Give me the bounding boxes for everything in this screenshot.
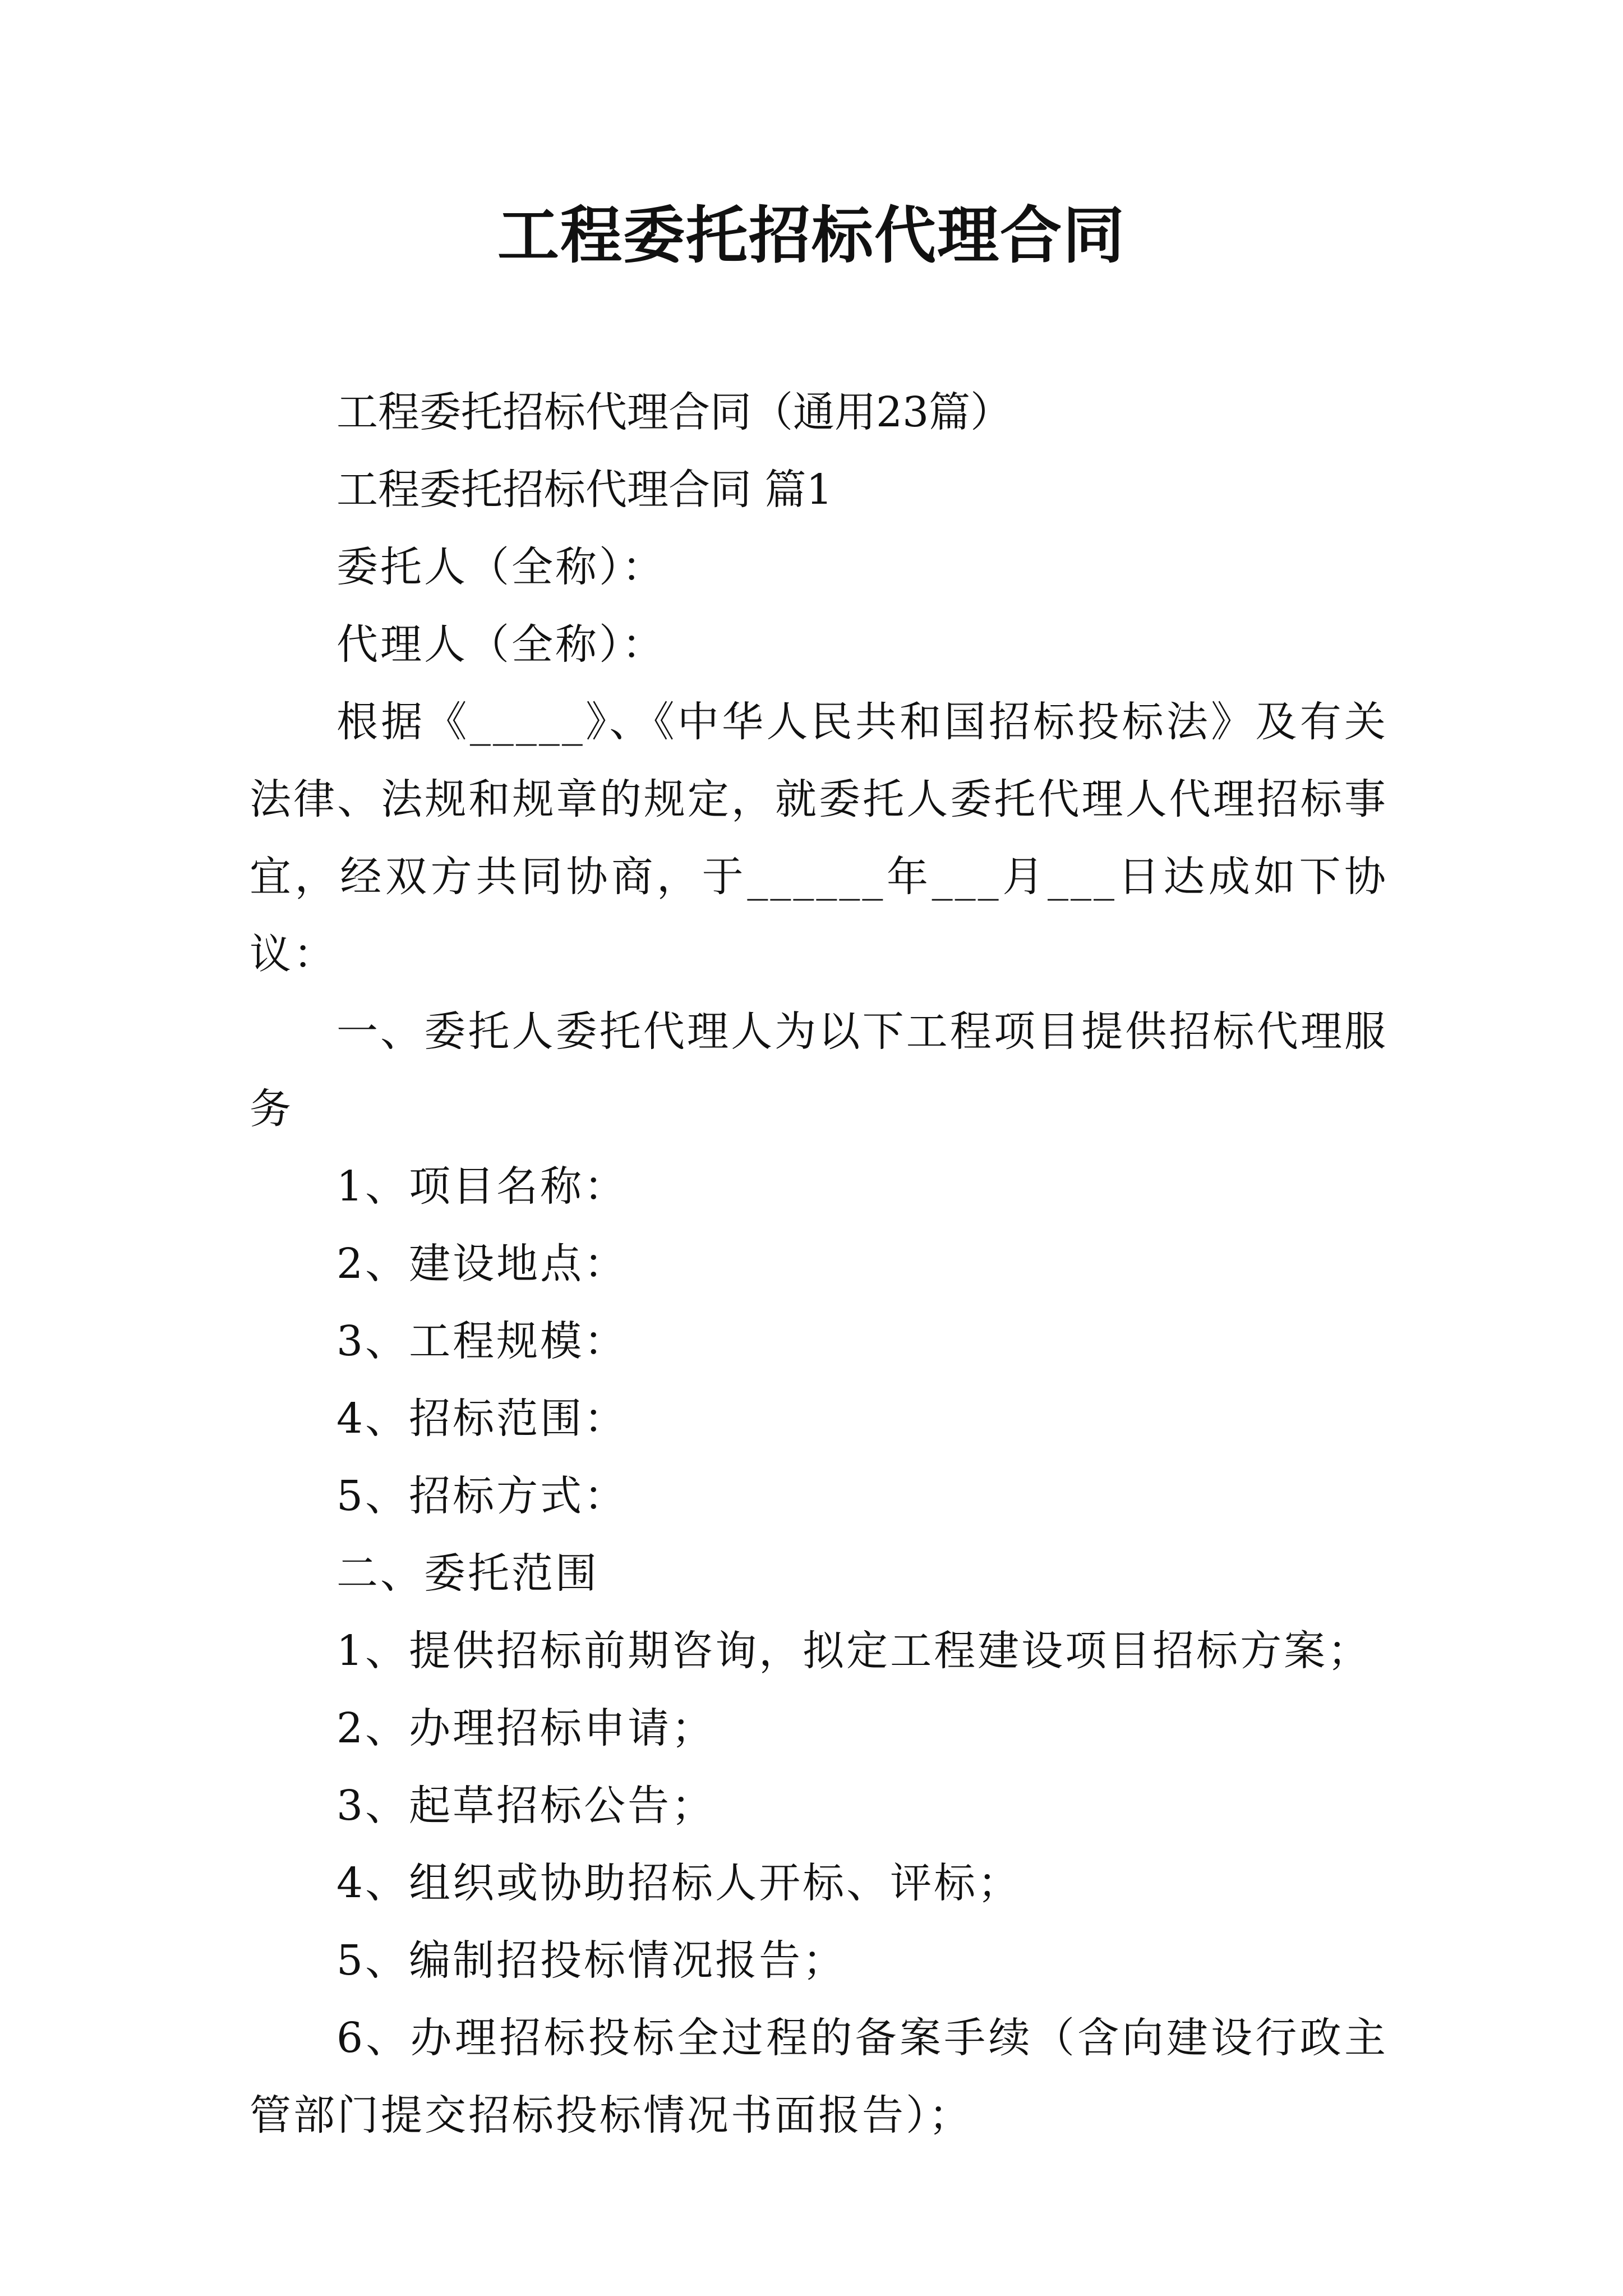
paragraph-location: 2、建设地点： [336, 1240, 628, 1288]
paragraph-scope-item-4: 4、组织或协助招标人开标、评标； [336, 1859, 1022, 1907]
paragraph-scope-item-1: 1、提供招标前期咨询，拟定工程建设项目招标方案； [336, 1627, 1372, 1675]
paragraph-section-one: 一、委托人委托代理人为以下工程项目提供招标代理服务 [250, 1007, 1388, 1133]
paragraph-section-two: 二、委托范围 [336, 1549, 599, 1598]
paragraph-bid-scope: 4、招标范围： [336, 1395, 628, 1443]
paragraph-preamble: 根据《_____》、《中华人民共和国招标投标法》及有关法律、法规和规章的规定，就委托人委托代理人代理招标事宜，经双方共同协商，于______年___月___日达成如下协议： [250, 698, 1388, 978]
paragraph-agent: 代理人（全称）： [336, 620, 666, 669]
paragraph-scope-item-3: 3、起草招标公告； [336, 1782, 716, 1830]
paragraph-scope-item-2: 2、办理招标申请； [336, 1704, 716, 1752]
paragraph-bid-method: 5、招标方式： [336, 1472, 628, 1520]
document-body [250, 374, 1388, 2154]
paragraph-collection-title: 工程委托招标代理合同（通用23篇） [336, 388, 1012, 436]
paragraph-scope-item-5: 5、编制招投标情况报告； [336, 1936, 847, 1985]
paragraph-scale: 3、工程规模： [336, 1317, 628, 1365]
paragraph-scope-item-6: 6、办理招标投标全过程的备案手续（含向建设行政主管部门提交招标投标情况书面报告）； [250, 2014, 1388, 2139]
document-title: 工程委托招标代理合同 [497, 199, 1126, 272]
paragraph-project-name: 1、项目名称： [336, 1162, 628, 1211]
paragraph-principal: 委托人（全称）： [336, 543, 666, 591]
paragraph-part-heading: 工程委托招标代理合同 篇1 [336, 466, 833, 514]
